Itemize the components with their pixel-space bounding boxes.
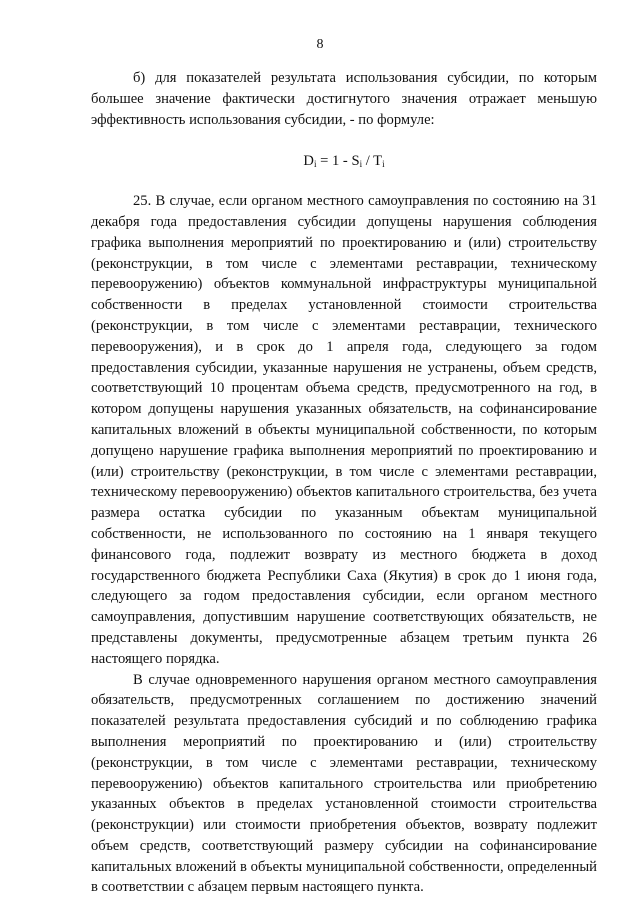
- formula-t-sub: i: [382, 159, 385, 170]
- paragraph-25: 25. В случае, если органом местного самоуправления по состоянию на 31 декабря года предоставления субсидии допущены нарушения соблюдения графика выполнения мероприятий по проектированию и (или) строительству (реконструкции, в том числе с элементами реставрации, техническому перевооружению) объектов коммунальной инфраструктуры муниципальной собственности в пределах установленной стоимости строительства (реконструкции, в том числе с элементами реставрации, технического перевооружения), и в срок до 1 апреля года, следующего за годом предоставления субсидии, указанные нарушения не устранены, объем средств, соответствующий 10 процентам объема средств, предусмотренного на год, в котором допущены нарушения указанных обязательств, на софинансирование капитальных вложений в объекты муниципальной собственности, по которым допущено нарушение графика выполнения мероприятий по проектированию и (или) строительству (реконструкции, в том числе с элементами реставрации, техническому перевооружению) объектов капитального строительства, без учета размера остатка субсидии по указанным объектам муниципальной собственности, не использованного по состоянию на 1 января текущего финансового года, подлежит возврату из местного бюджета в доход государственного бюджета Республики Саха (Якутия) в срок до 1 июня года, следующего за годом предоставления субсидии, если органом местного самоуправления, допустившим нарушение соответствующих обязательств, не представлены документы, предусмотренные абзацем третьим пункта 26 настоящего порядка.: [91, 193, 597, 667]
- formula-t: T: [373, 153, 383, 170]
- page-number: 8: [316, 37, 324, 52]
- paragraph-25-second: В случае одновременного нарушения органом местного самоуправления обязательств, предусмотренных соглашением по достижению значений показателей результата предоставления субсидий и по соблюдению графика выполнения мероприятий по проектированию и (или) строительству (реконструкции, в том числе с элементами реставрации, техническому перевооружению) объектов капитального строительства или приобретению указанных объектов в пределах установленной стоимости строительства (реконструкции) или стоимости приобретения объектов, возврату подлежит объем средств, соответствующий размеру субсидии на софинансирование капитальных вложений в объекты муниципальной собственности, определенный в соответствии с абзацем первым настоящего пункта.: [91, 671, 597, 896]
- formula-s-sub: i: [359, 159, 363, 170]
- paragraph-intro: б) для показателей результата использования субсидии, по которым большее значение фактически достигнутого значения отражает меньшую эффективность использования субсидии, - по формуле:: [91, 70, 597, 128]
- formula-s: S: [351, 153, 360, 170]
- formula-eq: = 1 -: [316, 153, 352, 170]
- formula-lhs-sub: i: [313, 159, 317, 170]
- formula-div: /: [362, 153, 374, 170]
- formula: [91, 151, 597, 172]
- formula-lhs: D: [303, 153, 314, 170]
- document-body: [91, 68, 597, 898]
